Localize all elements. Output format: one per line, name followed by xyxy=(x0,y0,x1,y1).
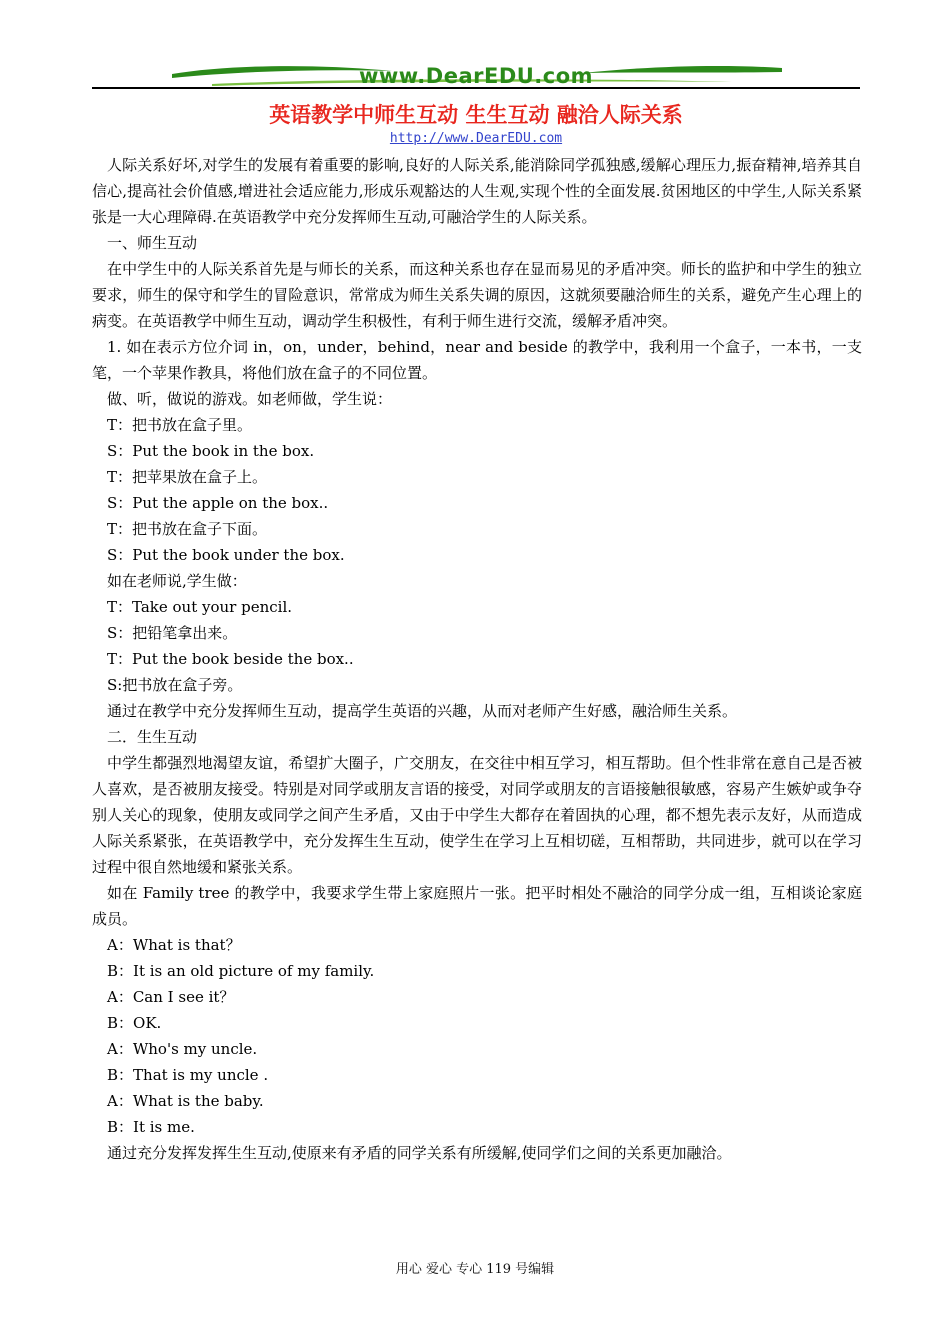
paragraph: 人际关系好坏,对学生的发展有着重要的影响,良好的人际关系,能消除同学孤独感,缓解心理压力,振奋精神,培养其自信心,提高社会价值感,增进社会适应能力,形成乐观豁达的人生观,实现个性的全面发展.贫困地区的中学生,人际关系紧张是一大心理障碍.在英语教学中充分发挥师生互动,可融洽学生的人际关系。 xyxy=(92,156,862,226)
dialogue-line: T：把书放在盒子下面。 xyxy=(107,520,268,538)
dialogue-line: A：Who's my uncle. xyxy=(107,1040,258,1058)
dialogue-line: A：What is the baby. xyxy=(107,1092,264,1110)
dialogue-line: T：把苹果放在盒子上。 xyxy=(107,468,268,486)
paragraph: 如在 Family tree 的教学中，我要求学生带上家庭照片一张。把平时相处不融洽的同学分成一组，互相谈论家庭成员。 xyxy=(92,884,862,928)
dialogue-line: S:把书放在盒子旁。 xyxy=(107,676,243,694)
dialogue-line: T：把书放在盒子里。 xyxy=(107,416,253,434)
document-title: 英语教学中师生互动 生生互动 融洽人际关系 xyxy=(269,103,683,127)
dialogue-line: B：It is me. xyxy=(107,1118,195,1136)
section-heading: 一、师生互动 xyxy=(107,234,198,252)
dialogue-line: B：That is my uncle . xyxy=(107,1066,269,1084)
paragraph: 做、听，做说的游戏。如老师做，学生说： xyxy=(107,390,393,408)
page-footer: 用心 爱心 专心 119 号编辑 xyxy=(395,1262,555,1277)
dialogue-line: B：OK. xyxy=(107,1014,162,1032)
site-header-banner xyxy=(92,62,860,90)
dialogue-line: S：Put the apple on the box.. xyxy=(107,494,329,512)
paragraph: 中学生都强烈地渴望友谊，希望扩大圈子，广交朋友，在交往中相互学习，相互帮助。但个性非常在意自己是否被人喜欢，是否被朋友接受。特别是对同学或朋友言语的接受，对同学或朋友的言语接触很敏感，容易产生嫉妒或争夺别人关心的现象，使朋友或同学之间产生矛盾，又由于中学生大都存在着固执的心理，都不想先表示友好，从而造成人际关系紧张，在英语教学中，充分发挥生生互动，使学生在学习上互相切磋，互相帮助，共同进步，就可以在学习过程中很自然地缓和紧张关系。 xyxy=(92,754,862,876)
dialogue-line: A：What is that？ xyxy=(107,936,241,954)
header-rule xyxy=(92,87,860,89)
paragraph: 如在老师说,学生做： xyxy=(107,572,247,590)
dialogue-line: S：Put the book under the box. xyxy=(107,546,345,564)
dialogue-line: A：Can I see it？ xyxy=(107,988,235,1006)
paragraph: 通过在教学中充分发挥师生互动，提高学生英语的兴趣，从而对老师产生好感，融洽师生关系。 xyxy=(107,702,738,720)
dialogue-line: T：Take out your pencil. xyxy=(107,598,293,616)
paragraph: 通过充分发挥发挥生生互动,使原来有矛盾的同学关系有所缓解,使同学们之间的关系更加融洽。 xyxy=(107,1144,732,1162)
dialogue-line: S：Put the book in the box. xyxy=(107,442,315,460)
dialogue-line: B：It is an old picture of my family. xyxy=(107,962,375,980)
section-heading: 二．生生互动 xyxy=(107,728,198,746)
document-body xyxy=(92,152,862,1166)
dialogue-line: S：把铅笔拿出来。 xyxy=(107,624,238,642)
paragraph: 在中学生中的人际关系首先是与师长的关系，而这种关系也存在显而易见的矛盾冲突。师长的监护和中学生的独立要求，师生的保守和学生的冒险意识，常常成为师生关系失调的原因，这就须要融洽师生的关系，避免产生心理上的病变。在英语教学中师生互动，调动学生积极性，有利于师生进行交流，缓解矛盾冲突。 xyxy=(92,260,862,330)
dialogue-line: T：Put the book beside the box.. xyxy=(107,650,354,668)
paragraph: 1. 如在表示方位介词 in，on，under，behind，near and beside 的教学中，我利用一个盒子，一本书，一支笔，一个苹果作教具，将他们放在盒子的不同位置。 xyxy=(92,338,862,382)
site-logo-text: www.DearEDU.com xyxy=(358,64,594,88)
source-link[interactable]: http://www.DearEDU.com xyxy=(389,131,563,146)
